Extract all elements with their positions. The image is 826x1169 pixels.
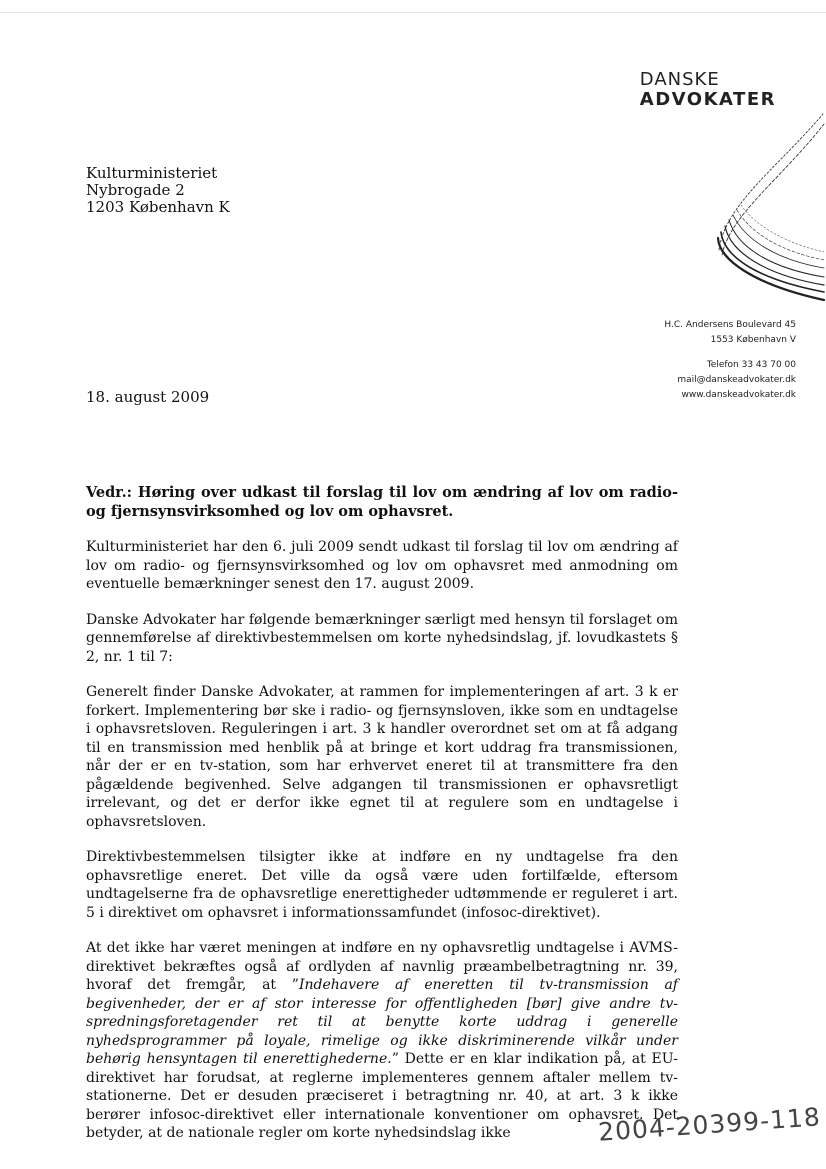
paragraph-1: Kulturministeriet har den 6. juli 2009 sendt udkast til forslag til lov om ændring af lov om radio- og fjernsynsvirksomhed og lov om ophavsret med anmodning om eventuelle bemærkninger senest den 17. august 2009. bbox=[86, 539, 678, 592]
paragraph-4: Direktivbestemmelsen tilsigter ikke at indføre en ny undtagelse fra den ophavsretlige eneret. Det ville da også være uden fortilfælde, eftersom undtagelserne fra de ophavsretlige enerettigheder udtømmende er reguleret i art. 5 i direktivet om ophavsret i informationssamfundet (infosoc-direktivet). bbox=[86, 849, 678, 921]
danske-advokater-logo bbox=[620, 70, 826, 330]
sender-address-line-2: 1553 København V bbox=[710, 335, 796, 345]
page-top-edge bbox=[0, 12, 826, 13]
recipient-street: Nybrogade 2 bbox=[86, 181, 185, 199]
paragraph-5-intro: At det ikke har været meningen at indføre en ny ophavsretlig undtagelse i AVMS-direktivet bekræftes også af ordlyden af navnlig præambelbetragtning nr. 39, hvoraf det fremgår, at ” bbox=[86, 940, 678, 993]
letter-body bbox=[86, 483, 678, 1143]
sender-contact-block bbox=[664, 318, 796, 403]
letter-date: 18. august 2009 bbox=[86, 388, 210, 406]
logo-wordmark bbox=[640, 70, 776, 110]
paragraph-5-quote: Indehavere af eneretten til tv-transmission af begivenheder, der er af stor interesse for offentligheden [bør] give andre tv-spredningsforetagender ret til at benytte korte uddrag i generelle nyhedsprogrammer på loyale, rimelige og ikke diskriminerende vilkår under behørig hensyntagen til enerettighederne. bbox=[86, 977, 678, 1067]
paragraph-2: Danske Advokater har følgende bemærkninger særligt med hensyn til forslaget om gennemførelse af direktivbestemmelsen om korte nyhedsindslag, jf. lovudkastets § 2, nr. 1 til 7: bbox=[86, 611, 678, 665]
sender-address-line-1: H.C. Andersens Boulevard 45 bbox=[664, 320, 796, 330]
paragraph-5 bbox=[86, 939, 678, 1143]
sender-website: www.danskeadvokater.dk bbox=[681, 390, 796, 400]
paragraph-3: Generelt finder Danske Advokater, at rammen for implementeringen af art. 3 k er forkert. Implementering bør ske i radio- og fjernsynsloven, ikke som en undtagelse i ophavsretsloven. Reguleringen i art. 3 k handler overordnet set om at få adgang til en transmission med henblik på at bringe et kort uddrag fra transmissionen, når der er en tv-station, som har erhvervet eneret til at transmittere fra den pågældende begivenhed. Selve adgangen til transmissionen er ophavsretligt irrelevant, og det er derfor ikke egnet til at regulere som en undtagelse i ophavsretsloven. bbox=[86, 684, 678, 830]
recipient-city: 1203 København K bbox=[86, 198, 230, 216]
logo-swoosh-graphic bbox=[715, 110, 826, 340]
sender-phone: Telefon 33 43 70 00 bbox=[706, 360, 796, 370]
letter-subject: Vedr.: Høring over udkast til forslag til lov om ændring af lov om radio- og fjernsynsvirksomhed og lov om ophavsret. bbox=[86, 484, 678, 520]
sender-email: mail@danskeadvokater.dk bbox=[677, 375, 796, 385]
handwritten-case-number: 2004-20399-118 bbox=[597, 1102, 822, 1147]
logo-line-1: DANSKE bbox=[639, 69, 720, 90]
recipient-name: Kulturministeriet bbox=[86, 164, 218, 182]
paragraph-5-continuation: ” Dette er en klar indikation på, at EU-direktivet har forudsat, at reglerne implementeres gennem aftaler mellem tv-stationerne. Det er desuden præciseret i betragtning nr. 40, at art. 3 k ikke berører infosoc-direktivet eller internationale konventioner om ophavsret. Det betyder, at de nationale regler om korte nyhedsindslag ikke bbox=[86, 1051, 679, 1141]
logo-line-2: ADVOKATER bbox=[639, 89, 776, 110]
recipient-address bbox=[86, 165, 230, 216]
